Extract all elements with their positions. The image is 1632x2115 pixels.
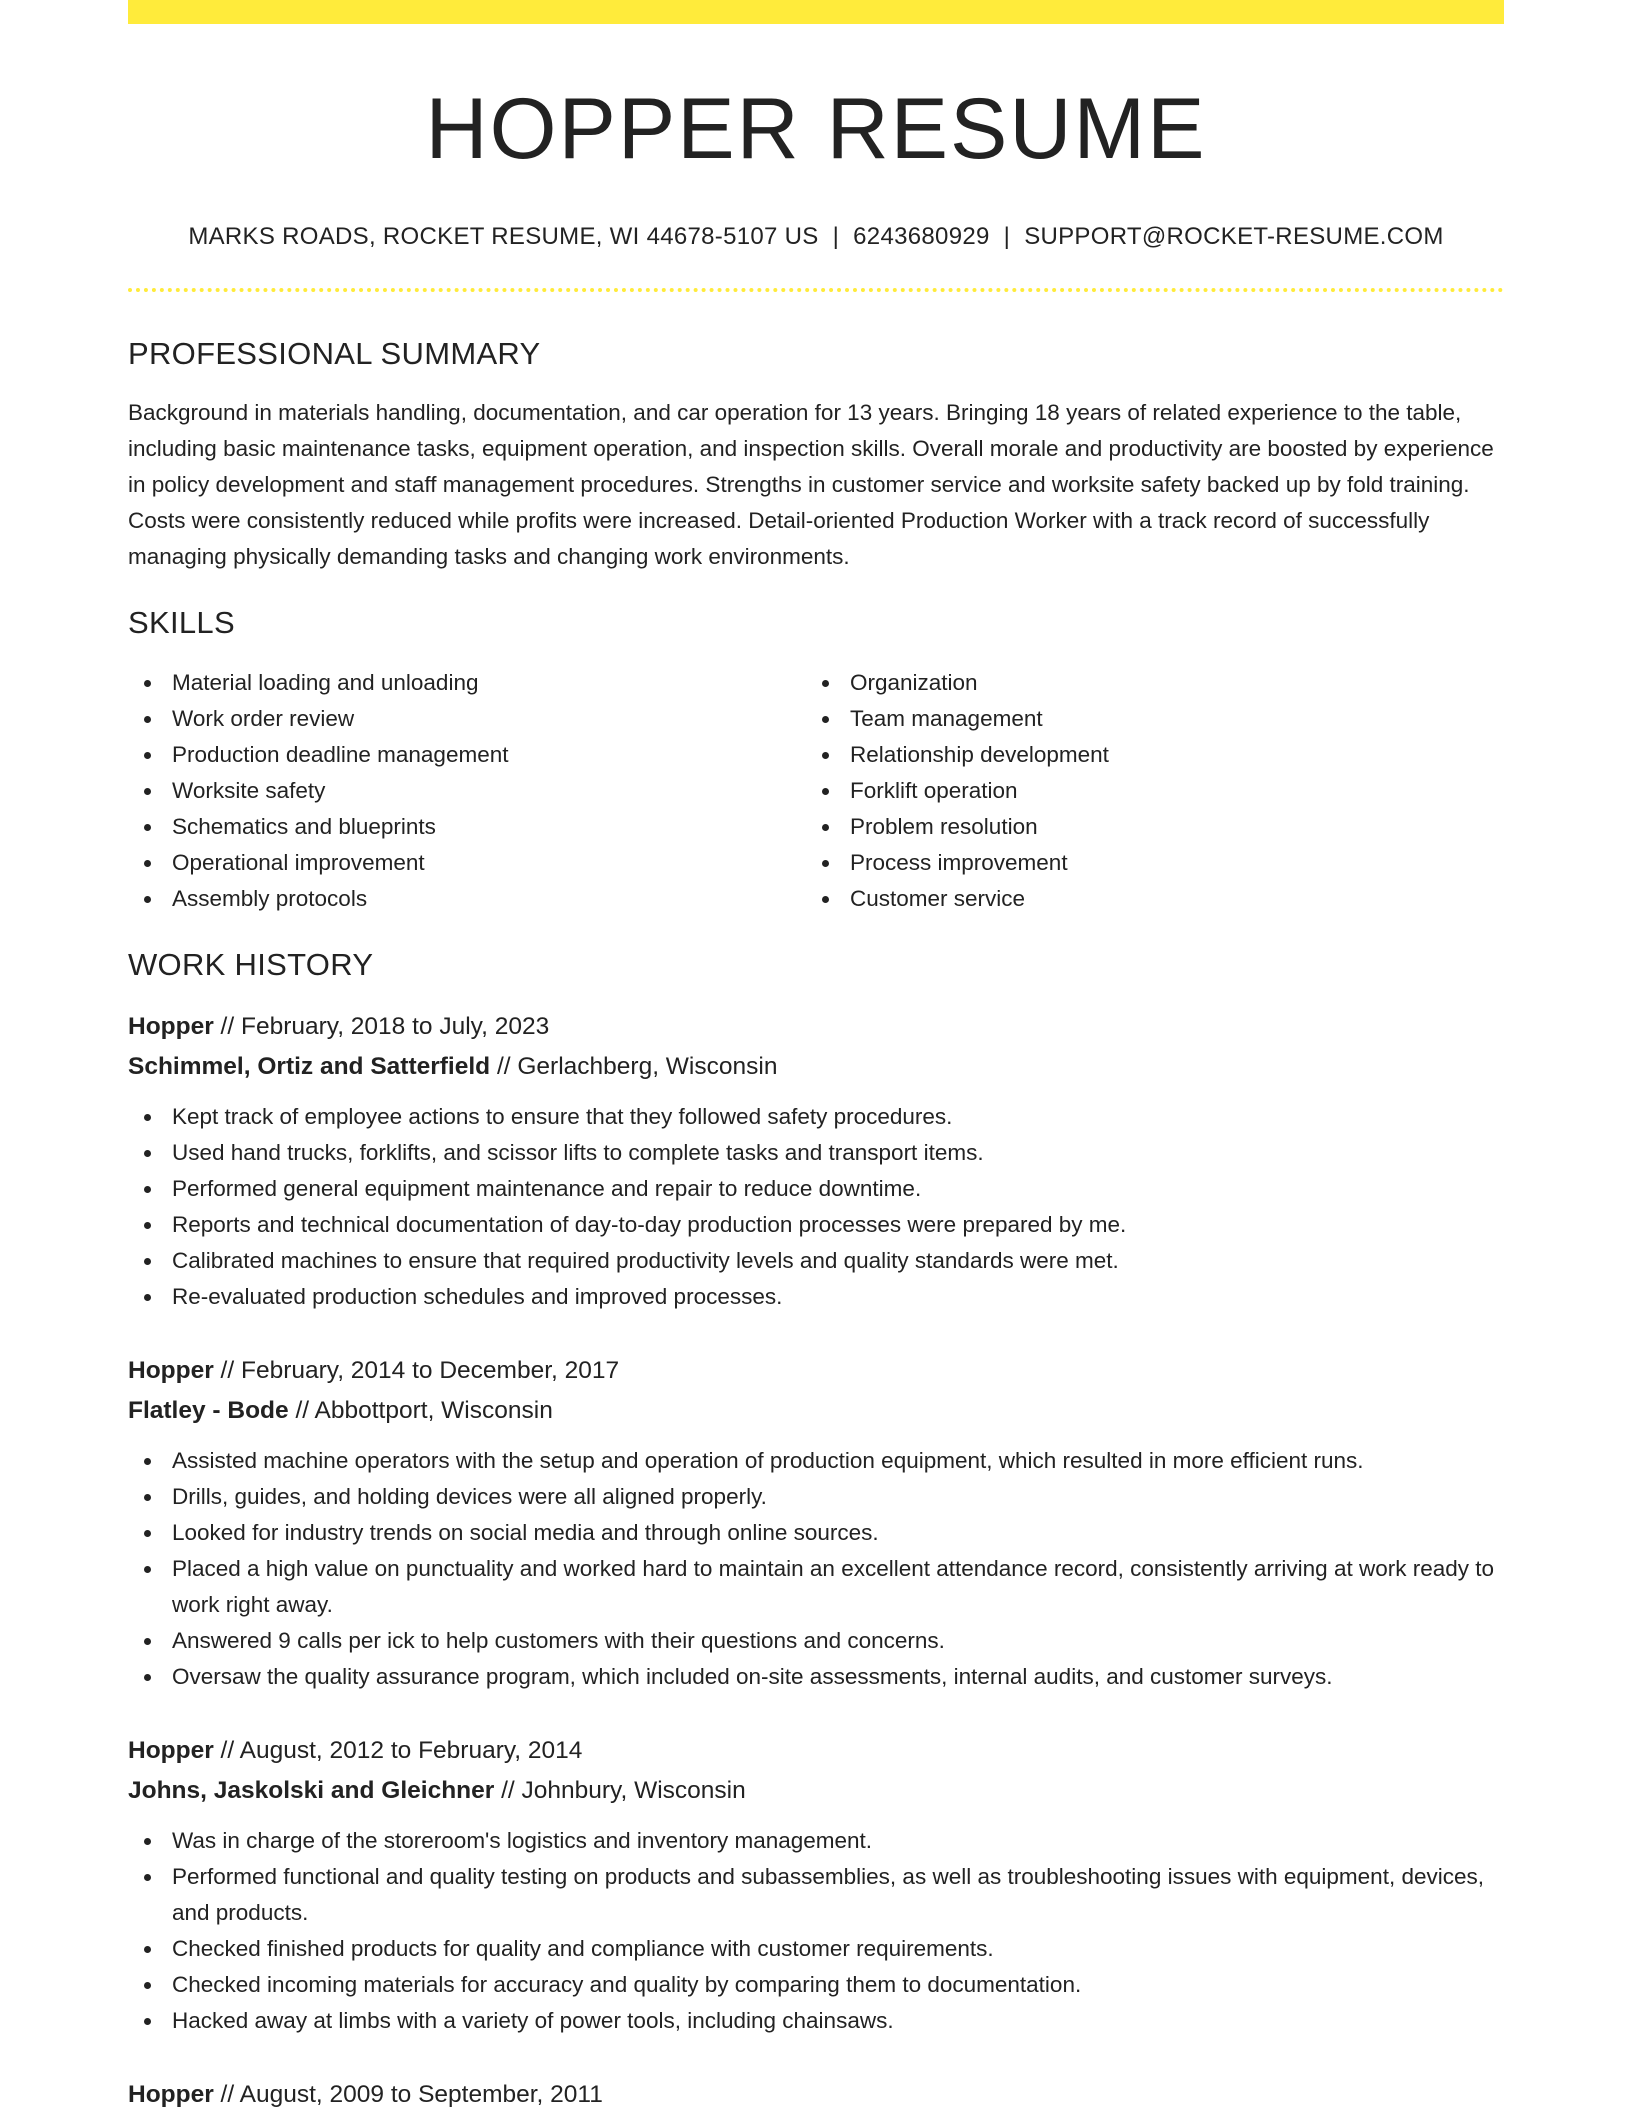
job-company: Flatley - Bode bbox=[128, 1396, 289, 1424]
job-duties-list bbox=[128, 1099, 1504, 1315]
skills-columns bbox=[128, 665, 1504, 917]
job-dates: // February, 2014 to December, 2017 bbox=[213, 1356, 620, 1384]
job-role: Hopper bbox=[128, 2080, 214, 2108]
skill-item: Relationship development bbox=[806, 737, 1484, 773]
job-duty: Kept track of employee actions to ensure that they followed safety procedures. bbox=[128, 1099, 1504, 1135]
job-duty: Oversaw the quality assurance program, which included on-site assessments, internal audits, and customer surveys. bbox=[128, 1659, 1504, 1695]
skills-heading: SKILLS bbox=[128, 604, 235, 640]
skill-item: Worksite safety bbox=[128, 773, 806, 809]
job-duty: Drills, guides, and holding devices were all aligned properly. bbox=[128, 1479, 1504, 1515]
job-location: // Johnbury, Wisconsin bbox=[494, 1776, 746, 1804]
job-duty: Re-evaluated production schedules and improved processes. bbox=[128, 1279, 1504, 1315]
skill-item: Customer service bbox=[806, 881, 1484, 917]
contact-separator: | bbox=[1003, 222, 1011, 250]
contact-phone: 6243680929 bbox=[853, 222, 990, 250]
job-duty: Performed general equipment maintenance and repair to reduce downtime. bbox=[128, 1171, 1504, 1207]
job-company-line bbox=[128, 1047, 1504, 1087]
job-company: Schimmel, Ortiz and Satterfield bbox=[128, 1052, 491, 1080]
job-company: Johns, Jaskolski and Gleichner bbox=[128, 1776, 495, 1804]
skill-item: Material loading and unloading bbox=[128, 665, 806, 701]
skills-left-list bbox=[128, 665, 806, 917]
job-dates: // August, 2009 to September, 2011 bbox=[213, 2080, 603, 2108]
job-duty: Calibrated machines to ensure that required productivity levels and quality standards were met. bbox=[128, 1243, 1504, 1279]
job-dates: // February, 2018 to July, 2023 bbox=[213, 1012, 550, 1040]
job-duty: Reports and technical documentation of day-to-day production processes were prepared by me. bbox=[128, 1207, 1504, 1243]
job-duty: Checked incoming materials for accuracy and quality by comparing them to documentation. bbox=[128, 1967, 1504, 2003]
resume-name: HOPPER RESUME bbox=[425, 81, 1207, 177]
skill-item: Work order review bbox=[128, 701, 806, 737]
job-duty: Placed a high value on punctuality and worked hard to maintain an excellent attendance record, consistently arriving at work ready to work right away. bbox=[128, 1551, 1504, 1623]
job-role: Hopper bbox=[128, 1012, 214, 1040]
job-company-line bbox=[128, 1771, 1504, 1811]
job-title-line bbox=[128, 1351, 1504, 1391]
summary-heading: PROFESSIONAL SUMMARY bbox=[128, 335, 541, 371]
contact-address: MARKS ROADS, ROCKET RESUME, WI 44678-5107 US bbox=[188, 222, 819, 250]
job-dates: // August, 2012 to February, 2014 bbox=[213, 1736, 583, 1764]
job-title-line bbox=[128, 1731, 1504, 1771]
job-entry bbox=[128, 1731, 1504, 2039]
job-duty: Hacked away at limbs with a variety of power tools, including chainsaws. bbox=[128, 2003, 1504, 2039]
header-accent-bar bbox=[128, 0, 1504, 24]
job-duty: Used hand trucks, forklifts, and scissor lifts to complete tasks and transport items. bbox=[128, 1135, 1504, 1171]
job-title-line bbox=[128, 2075, 1504, 2115]
skill-item: Forklift operation bbox=[806, 773, 1484, 809]
skill-item: Organization bbox=[806, 665, 1484, 701]
contact-line bbox=[128, 223, 1504, 251]
job-role: Hopper bbox=[128, 1356, 214, 1384]
job-location: // Abbottport, Wisconsin bbox=[288, 1396, 553, 1424]
job-title-line bbox=[128, 1007, 1504, 1047]
job-role: Hopper bbox=[128, 1736, 214, 1764]
contact-separator: | bbox=[832, 222, 840, 250]
skill-item: Process improvement bbox=[806, 845, 1484, 881]
work-history-heading: WORK HISTORY bbox=[128, 946, 374, 982]
job-duty: Assisted machine operators with the setup and operation of production equipment, which resulted in more efficient runs. bbox=[128, 1443, 1504, 1479]
skills-right-list bbox=[806, 665, 1484, 917]
skill-item: Problem resolution bbox=[806, 809, 1484, 845]
job-duty: Checked finished products for quality and compliance with customer requirements. bbox=[128, 1931, 1504, 1967]
job-duties-list bbox=[128, 1443, 1504, 1695]
job-entry bbox=[128, 1007, 1504, 1315]
skill-item: Operational improvement bbox=[128, 845, 806, 881]
job-company-line bbox=[128, 1391, 1504, 1431]
skill-item: Assembly protocols bbox=[128, 881, 806, 917]
job-duty: Answered 9 calls per ick to help customers with their questions and concerns. bbox=[128, 1623, 1504, 1659]
skill-item: Team management bbox=[806, 701, 1484, 737]
job-duties-list bbox=[128, 1823, 1504, 2039]
job-duty: Was in charge of the storeroom's logistics and inventory management. bbox=[128, 1823, 1504, 1859]
job-location: // Gerlachberg, Wisconsin bbox=[490, 1052, 778, 1080]
contact-email: SUPPORT@ROCKET-RESUME.COM bbox=[1024, 222, 1444, 250]
skill-item: Production deadline management bbox=[128, 737, 806, 773]
skill-item: Schematics and blueprints bbox=[128, 809, 806, 845]
job-duty: Performed functional and quality testing on products and subassemblies, as well as troubleshooting issues with equipment, devices, and products. bbox=[128, 1859, 1504, 1931]
job-duty: Looked for industry trends on social media and through online sources. bbox=[128, 1515, 1504, 1551]
job-entry bbox=[128, 1351, 1504, 1695]
dotted-divider bbox=[128, 288, 1504, 292]
summary-text: Background in materials handling, documentation, and car operation for 13 years. Bringing 18 years of related experience to the table, including basic maintenance tasks, equipment operation, and inspection skills. Overall morale and productivity are boosted by experience in policy development and staff management procedures. Strengths in customer service and worksite safety backed up by fold training. Costs were consistently reduced while profits were increased. Detail-oriented Production Worker with a track record of successfully managing physically demanding tasks and changing work environments. bbox=[128, 399, 1494, 569]
resume-page bbox=[128, 0, 1504, 2115]
job-entry bbox=[128, 2075, 1504, 2115]
